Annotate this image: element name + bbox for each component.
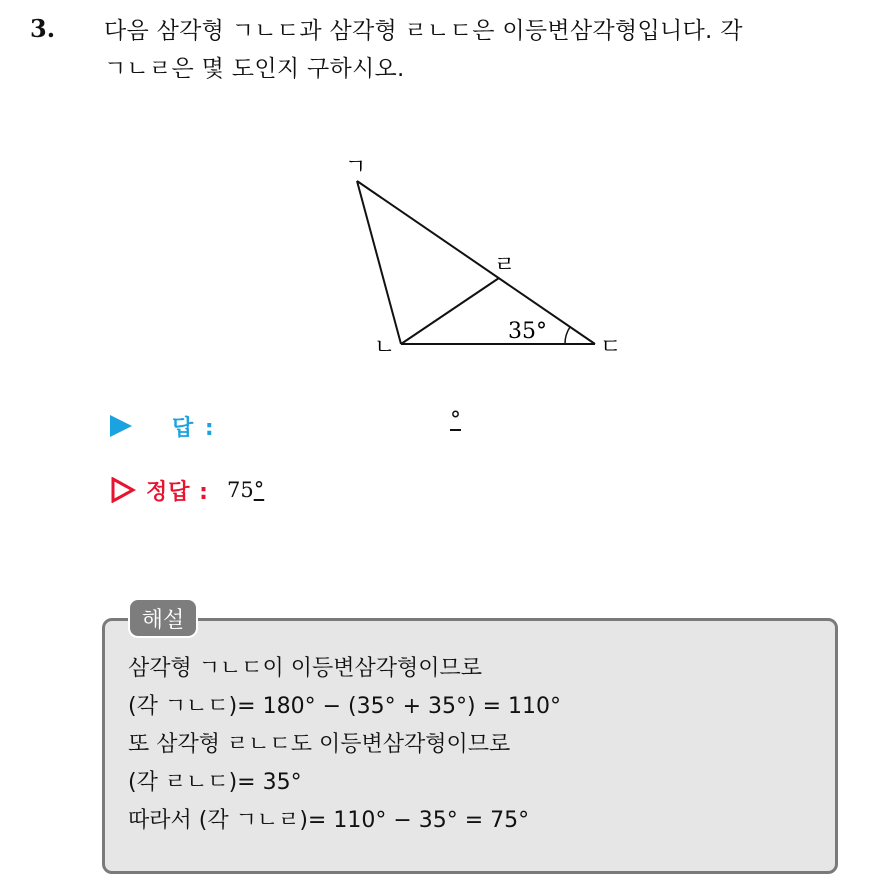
answer-row — [110, 408, 216, 444]
question-line-2: ㄱㄴㄹ은 몇 도인지 구하시오. — [104, 56, 405, 82]
angle-label: 35° — [508, 319, 547, 344]
correct-answer-number: 75 — [226, 478, 254, 502]
vertex-label-b: ㄴ — [374, 335, 396, 360]
vertex-label-a: ㄱ — [345, 155, 367, 180]
answer-label: 답 : — [172, 415, 216, 441]
correct-answer-unit: ° — [253, 478, 265, 502]
answer-blank-unit[interactable]: ° — [450, 408, 461, 433]
solution-line: 삼각형 ㄱㄴㄷ이 이등변삼각형이므로 — [128, 656, 483, 681]
angle-arc — [565, 327, 570, 344]
correct-answer-row — [110, 472, 264, 508]
triangle-figure — [330, 150, 650, 365]
solution-line: (각 ㄱㄴㄷ)= 180° − (35° + 35°) = 110° — [128, 694, 561, 719]
solution-tab: 해설 — [128, 598, 198, 638]
side-a-c — [357, 181, 595, 344]
correct-answer-label: 정답 : — [146, 479, 209, 505]
question-text — [104, 12, 864, 88]
solution-line: 따라서 (각 ㄱㄴㄹ)= 110° − 35° = 75° — [128, 808, 530, 833]
vertex-label-d: ㄹ — [494, 253, 516, 278]
segment-b-d — [401, 278, 499, 344]
correct-answer-value — [227, 478, 264, 502]
correct-arrow-icon — [110, 477, 136, 503]
vertex-label-c: ㄷ — [600, 335, 622, 360]
solution-line: 또 삼각형 ㄹㄴㄷ도 이등변삼각형이므로 — [128, 732, 511, 757]
answer-arrow-icon — [110, 415, 132, 437]
question-number: 3. — [30, 14, 56, 43]
solution-line: (각 ㄹㄴㄷ)= 35° — [128, 770, 302, 795]
question-line-1: 다음 삼각형 ㄱㄴㄷ과 삼각형 ㄹㄴㄷ은 이등변삼각형입니다. 각 — [104, 18, 743, 44]
solution-text — [128, 650, 828, 840]
